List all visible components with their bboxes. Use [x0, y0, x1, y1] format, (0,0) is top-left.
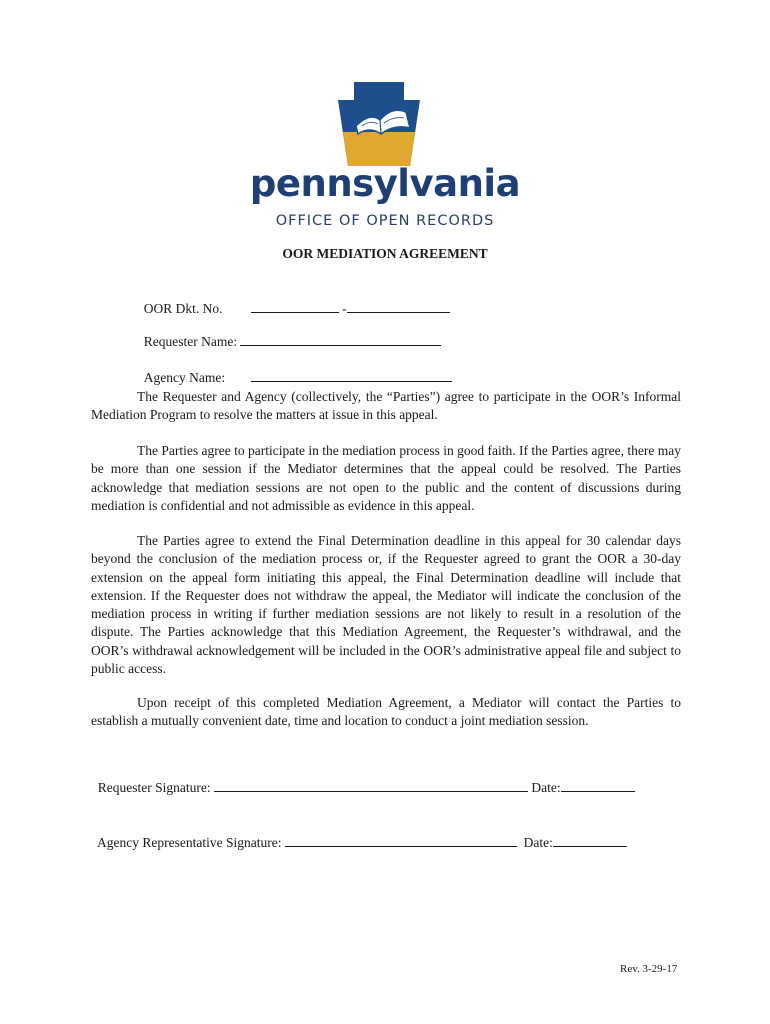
docket-number-field-1[interactable] [251, 300, 339, 313]
paragraph-deadline-extension: The Parties agree to extend the Final Determination deadline in this appeal for 30 calendar days beyond the conclusion of the mediation process or, if the Requester agreed to grant the OOR a 30-day extension on the appeal form initiating this appeal, the Final Determination deadline will include that extension. If the Requester does not withdraw the appeal, the Mediator will indicate the conclusion of the mediation process in writing if further mediation sessions are not likely to result in a resolution of the dispute. The Parties acknowledge that this Mediation Agreement, the Requester’s withdrawal, and the OOR’s withdrawal acknowledgement will be included in the OOR’s administrative appeal file and subject to public access. [91, 533, 681, 677]
requester-name-row [137, 317, 441, 350]
paragraph-participation: The Requester and Agency (collectively, the “Parties”) agree to participate in the OOR’s Informal Mediation Program to resolve the matters at issue in this appeal. [91, 389, 681, 423]
requester-name-field[interactable] [240, 333, 441, 346]
logo-subtitle: OFFICE OF OPEN RECORDS [275, 213, 495, 229]
agency-signature-label: Agency Representative Signature: [97, 835, 282, 850]
requester-signature-label: Requester Signature: [97, 780, 211, 795]
agency-name-row [137, 353, 452, 386]
requester-signature-field[interactable] [214, 779, 528, 792]
paragraph-good-faith: The Parties agree to participate in the mediation process in good faith. If the Parties agree, there may be more than one session if the Mediator determines that the appeal could be resolved. The Parties acknowledge that mediation sessions are not open to the public and the content of discussions during mediation is confidential and not admissible as evidence in this appeal. [91, 443, 681, 513]
docket-number-row [137, 284, 450, 317]
agency-signature-row [91, 818, 627, 851]
agency-name-field[interactable] [251, 369, 452, 382]
agency-date-label: Date: [523, 835, 553, 850]
agency-name-label: Agency Name: [143, 370, 226, 385]
paragraph-mediator-contact: Upon receipt of this completed Mediation Agreement, a Mediator will contact the Parties to establish a mutually convenient date, time and location to conduct a joint mediation session. [91, 695, 681, 729]
agency-signature-field[interactable] [285, 834, 517, 847]
office-logo [0, 0, 770, 240]
docket-number-field-2[interactable] [347, 300, 450, 313]
logo-wordmark: pennsylvania [249, 162, 521, 205]
requester-signature-row [91, 763, 635, 796]
requester-date-field[interactable] [561, 779, 635, 792]
document-title: OOR MEDIATION AGREEMENT [282, 246, 488, 261]
keystone-open-book-icon [336, 82, 422, 166]
docket-separator: - [342, 301, 347, 316]
requester-name-label: Requester Name: [143, 334, 238, 349]
agency-date-field[interactable] [553, 834, 627, 847]
docket-number-label: OOR Dkt. No. [143, 301, 223, 316]
requester-date-label: Date: [531, 780, 561, 795]
revision-label: Rev. 3-29-17 [620, 963, 678, 975]
